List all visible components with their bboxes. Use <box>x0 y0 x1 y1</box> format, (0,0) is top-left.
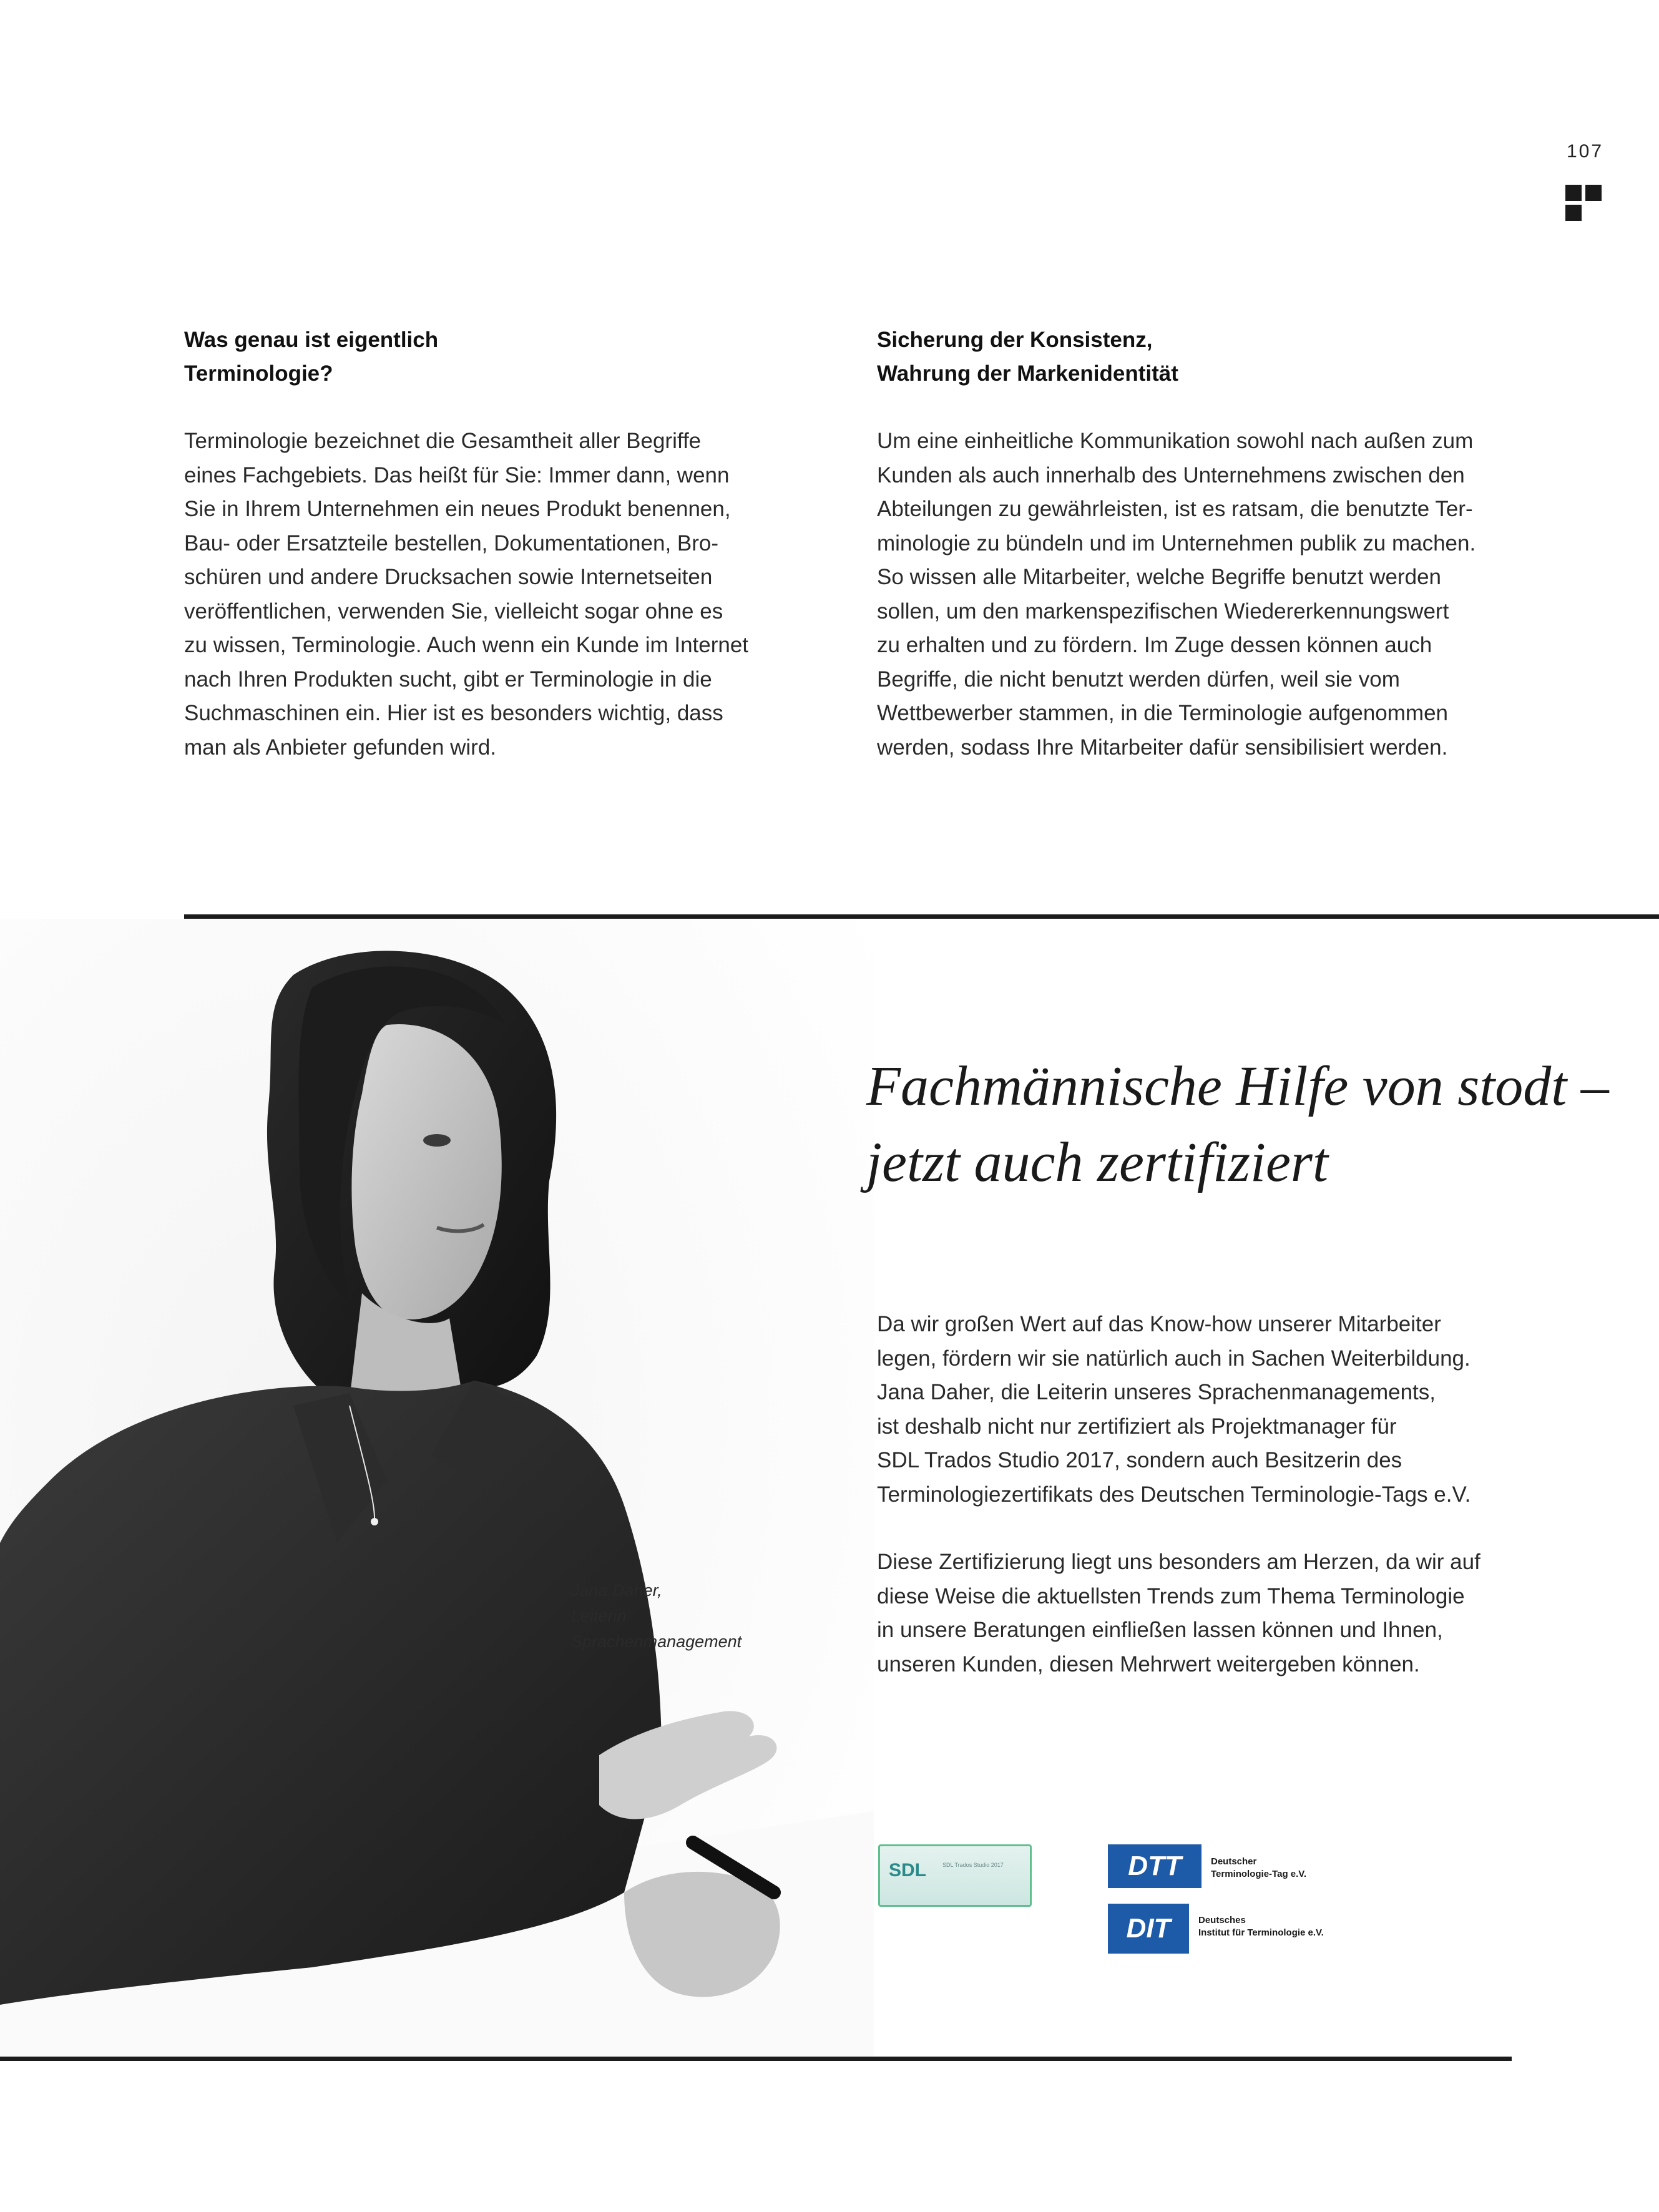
dit-logo-box: DIT <box>1108 1904 1189 1954</box>
page-number: 107 <box>1567 141 1604 162</box>
portrait-photo <box>0 919 874 2057</box>
section-divider-bottom <box>0 2057 1512 2061</box>
sdl-logo-small-text: SDL Trados Studio 2017 <box>942 1862 1004 1868</box>
sdl-certificate-logo <box>878 1844 1032 1907</box>
right-column-heading: Sicherung der Konsistenz, Wahrung der Markenidentität <box>877 328 1178 386</box>
dtt-logo-box: DTT <box>1108 1844 1201 1888</box>
sdl-logo-word: SDL <box>889 1860 926 1881</box>
photo-caption: Jana Daher, Leiterin Sprachenmanagement <box>571 1581 742 1651</box>
corner-square-mark-icon <box>1565 185 1604 221</box>
dtt-dit-logo <box>1105 1838 1379 1969</box>
feature-headline: Fachmännische Hilfe von stodt – jetzt auch zertifiziert <box>866 1055 1609 1193</box>
feature-body <box>877 1308 1526 1715</box>
section-divider-top <box>184 914 1659 919</box>
left-column <box>184 323 783 765</box>
dtt-logo-text: Deutscher Terminologie-Tag e.V. <box>1211 1856 1307 1879</box>
left-column-heading: Was genau ist eigentlich Terminologie? <box>184 328 439 386</box>
left-column-body: Terminologie bezeichnet die Gesamtheit aller Begriffe eines Fachgebiets. Das heißt für Sie: Immer dann, wenn Sie in Ihrem Unternehmen ein neues Produkt benennen, Bau- oder Ersatzteile bestellen, Dokumentationen, Bro- schüren und andere Drucksachen sowie Internetseiten veröffentlichen, verwenden Sie, vielleicht sogar ohne es zu wissen, Terminologie. Auch wenn ein Kunde im Internet nach Ihren Produkten sucht, gibt er Terminologie in die Suchmaschinen ein. Hier ist es besonders wichtig, dass man als Anbieter gefunden wird. <box>184 429 749 760</box>
feature-paragraph-1: Da wir großen Wert auf das Know-how unserer Mitarbeiter legen, fördern wir sie natürlich auch in Sachen Weiterbildung. Jana Daher, die Leiterin unseres Sprachenmanagements, ist deshalb nicht nur zertifiziert als Projektmanager für SDL Trados Studio 2017, sondern auch Besitzerin des Terminologiezertifikats des Deutschen Terminologie-Tags e.V. <box>877 1312 1471 1507</box>
dit-logo-text: Deutsches Institut für Terminologie e.V. <box>1198 1915 1324 1938</box>
right-column-body: Um eine einheitliche Kommunikation sowohl nach außen zum Kunden als auch innerhalb des Unternehmens zwischen den Abteilungen zu gewährleisten, ist es ratsam, die benutzte Ter- minologie zu bündeln und im Unternehmen publik zu machen. So wissen alle Mitarbeiter, welche Begriffe benutzt werden sollen, um den markenspezifischen Wiedererkennungswert zu erhalten und zu fördern. Im Zuge dessen können auch Begriffe, die nicht benutzt werden dürfen, weil sie vom Wettbewerber stammen, in die Terminologie aufgenommen werden, sodass Ihre Mitarbeiter dafür sensibilisiert werden. <box>877 429 1476 760</box>
right-column <box>877 323 1526 765</box>
feature-paragraph-2: Diese Zertifizierung liegt uns besonders am Herzen, da wir auf diese Weise die aktuellsten Trends zum Thema Terminologie in unsere Beratungen einfließen lassen können und Ihnen, unseren Kunden, diesen Mehrwert weitergeben können. <box>877 1550 1480 1676</box>
